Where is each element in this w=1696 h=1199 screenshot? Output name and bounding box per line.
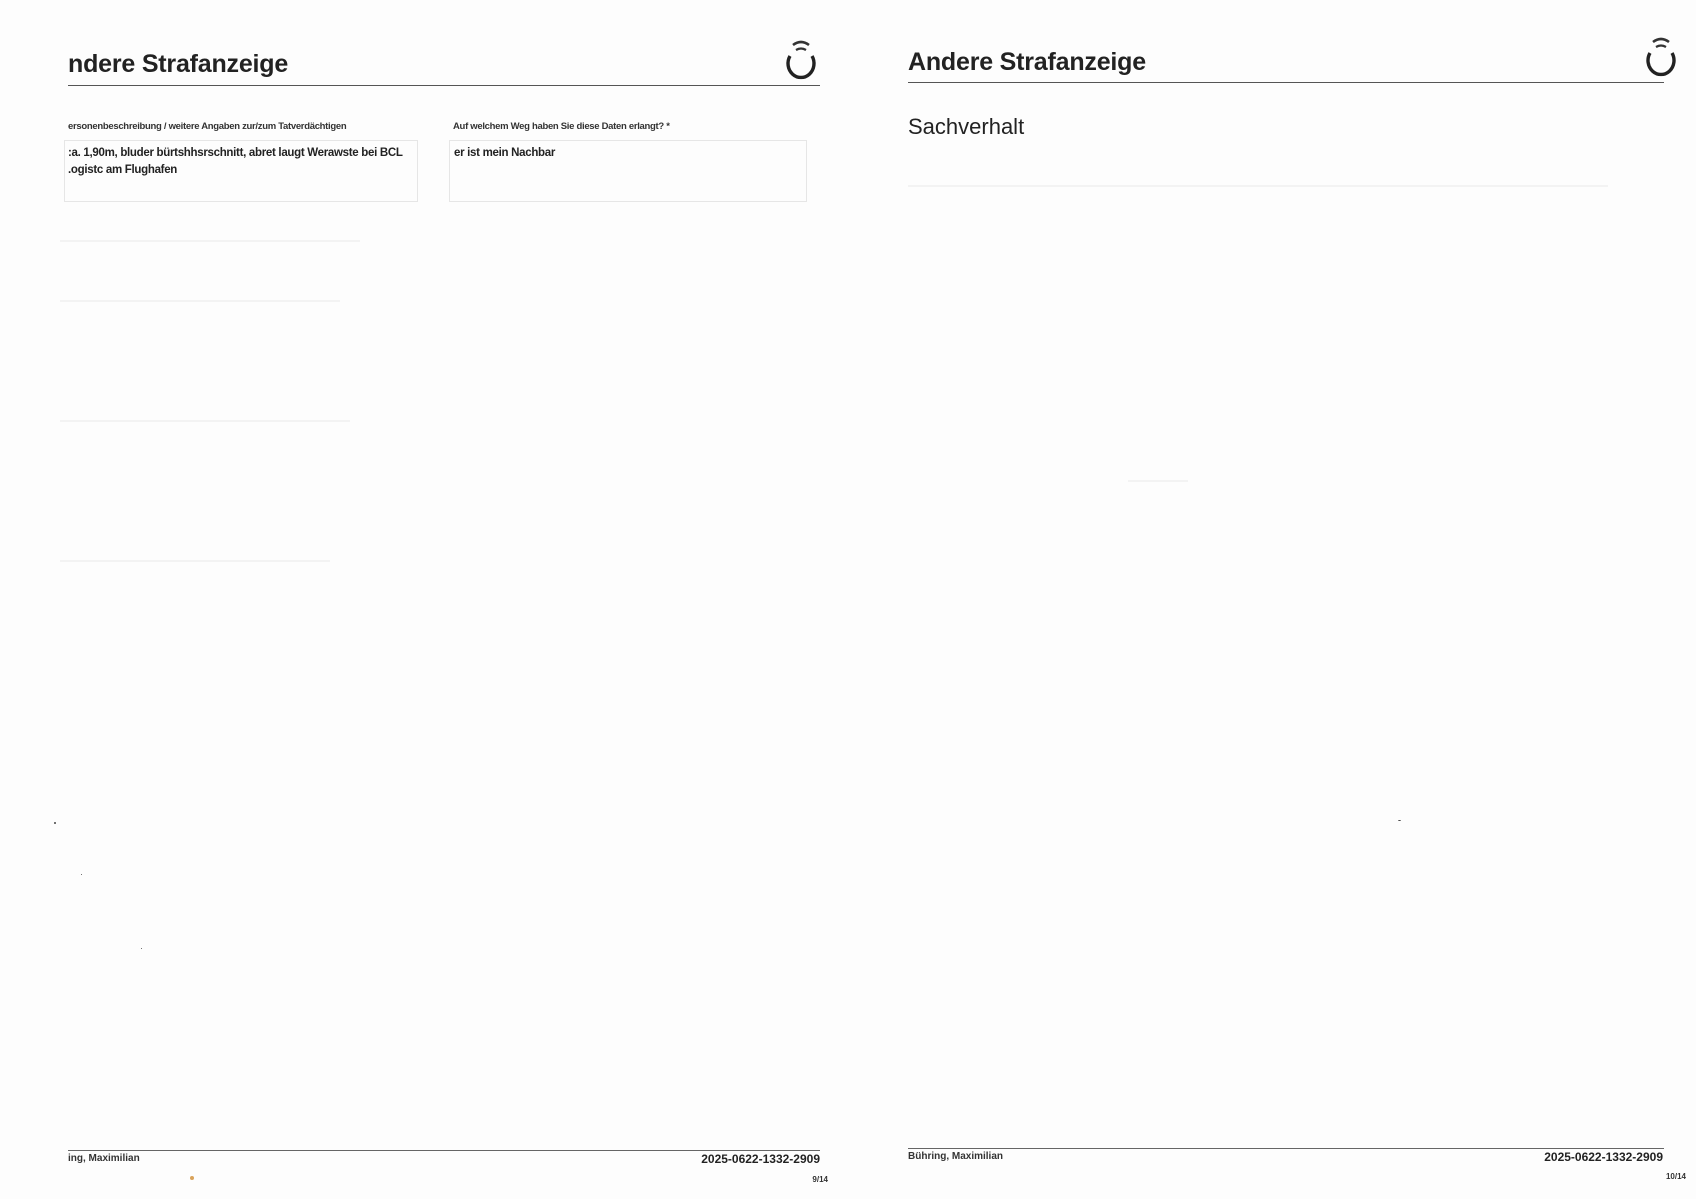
footer-divider: [68, 1150, 820, 1151]
document-page-10: [848, 0, 1696, 1199]
emblem-logo-icon: [784, 36, 818, 82]
scan-artifact: [1128, 480, 1188, 482]
emblem-logo-icon: [1644, 33, 1678, 79]
scan-artifact: [908, 185, 1608, 187]
data-source-value: er ist mein Nachbar: [454, 147, 556, 159]
header-divider: [68, 85, 820, 86]
scan-speck: [54, 822, 56, 824]
page-title: ndere Strafanzeige: [68, 50, 289, 78]
data-source-label: Auf welchem Weg haben Sie diese Daten erlangt? *: [453, 121, 670, 132]
scan-artifact: [60, 560, 330, 562]
section-heading: Sachverhalt: [908, 114, 1025, 139]
scan-artifact: [60, 240, 360, 242]
footer-name: ing, Maximilian: [68, 1153, 140, 1164]
scan-speck: [81, 874, 82, 875]
scan-speck: [1398, 820, 1401, 821]
footer-case-id: 2025-0622-1332-2909: [701, 1152, 820, 1166]
footer-name: Bühring, Maximilian: [908, 1151, 1004, 1162]
footer-case-id: 2025-0622-1332-2909: [1544, 1150, 1663, 1164]
scan-speck: [141, 948, 142, 949]
suspect-description-value: :a. 1,90m, bluder bürtshhsrschnitt, abret laugt Werawste bei BCL .ogistc am Flughafen: [68, 147, 403, 176]
footer-divider: [908, 1148, 1664, 1149]
scan-speck: [190, 1176, 194, 1180]
page-title: Andere Strafanzeige: [908, 48, 1146, 76]
page-number: 10/14: [1665, 1172, 1686, 1181]
suspect-description-label: ersonenbeschreibung / weitere Angaben zur/zum Tatverdächtigen: [68, 121, 347, 132]
scan-artifact: [60, 300, 340, 302]
scan-artifact: [60, 420, 350, 422]
page-number: 9/14: [812, 1175, 828, 1184]
header-divider: [908, 82, 1664, 83]
